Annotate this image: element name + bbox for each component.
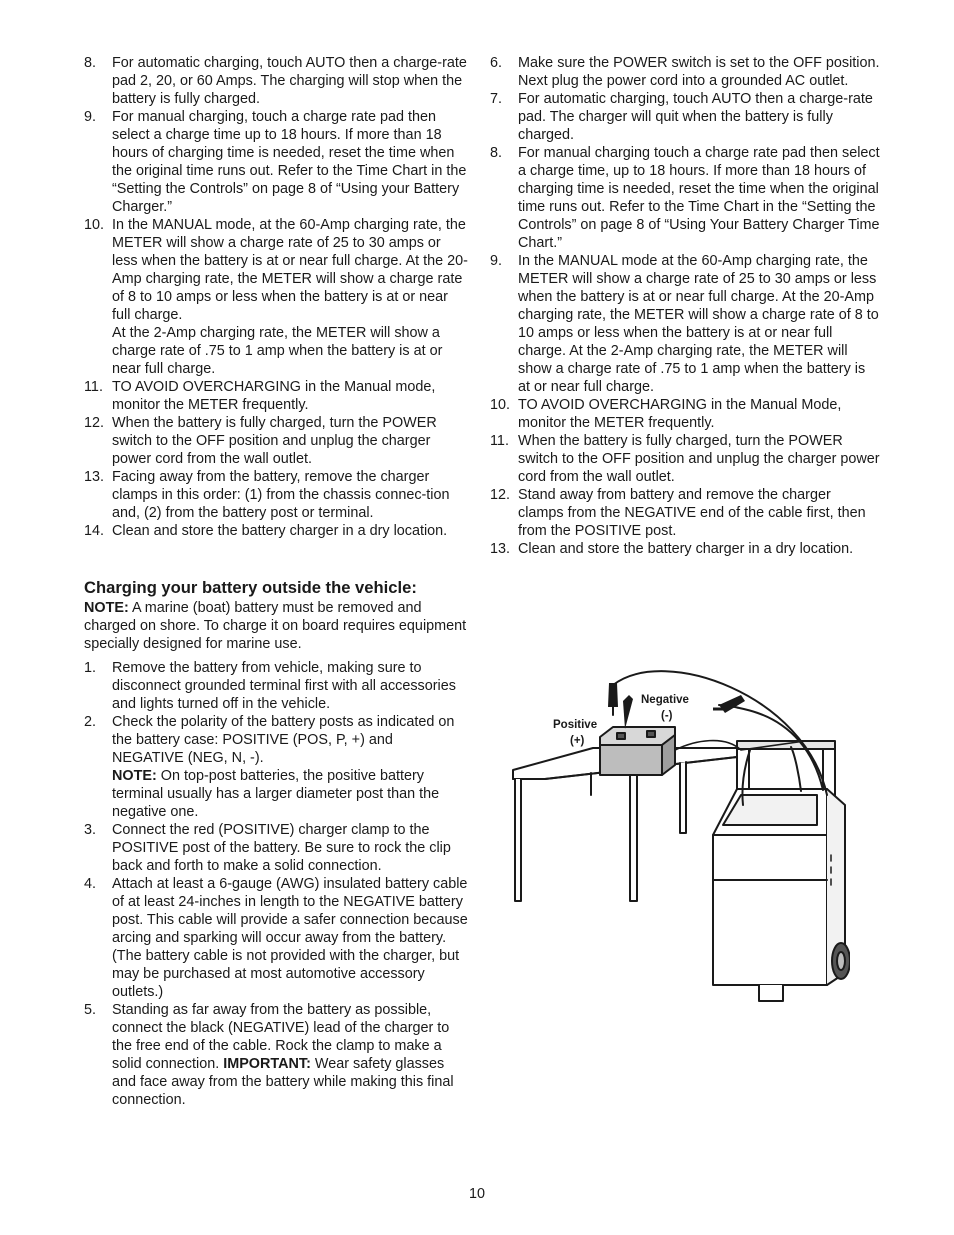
positive-clamp-icon xyxy=(608,683,618,707)
list-item xyxy=(490,144,880,252)
list-item xyxy=(490,54,880,90)
note-label: NOTE: xyxy=(112,768,157,784)
step-text: Clean and store the battery charger in a dry location. xyxy=(112,523,448,539)
positive-sign: (+) xyxy=(570,735,585,747)
left-column xyxy=(84,54,468,1109)
step-text: For automatic charging, touch AUTO then a charge-rate pad. The charger will quit when the battery is fully charged. xyxy=(518,91,873,143)
list-item xyxy=(490,90,880,144)
step-text-after: Wear safety glasses and face away from the battery while making this final connection. xyxy=(112,1056,454,1108)
step-number: 12. xyxy=(84,415,105,431)
list-item xyxy=(84,414,468,468)
step-number: 3. xyxy=(84,822,97,838)
step-text: When the battery is fully charged, turn the POWER switch to the OFF position and unplug the charger power cord from the wall outlet. xyxy=(112,415,437,467)
step-number: 14. xyxy=(84,523,105,539)
step-text: Make sure the POWER switch is set to the OFF position. Next plug the power cord into a grounded AC outlet. xyxy=(518,55,880,89)
step-text: Connect the red (POSITIVE) charger clamp to the POSITIVE post of the battery. Be sure to rock the clip back and forth to make a solid connection. xyxy=(112,822,451,874)
step-number: 1. xyxy=(84,660,97,676)
step-number: 13. xyxy=(84,469,105,485)
step-text: For automatic charging, touch AUTO then a charge-rate pad 2, 20, or 60 Amps. The charging will stop when the battery is fully charged. xyxy=(112,55,467,107)
positive-clamp-jaw xyxy=(623,695,633,729)
step-number: 8. xyxy=(84,55,97,71)
step-text: Remove the battery from vehicle, making sure to disconnect grounded terminal first with all accessories and lights turned off in the vehicle. xyxy=(112,660,456,712)
step-note xyxy=(112,767,468,821)
battery-top xyxy=(600,727,675,745)
step-text: Stand away from battery and remove the charger clamps from the NEGATIVE end of the cable first, then from the POSITIVE post. xyxy=(518,487,866,539)
note-text: On top-post batteries, the positive battery terminal usually has a larger diameter post than the negative one. xyxy=(112,768,440,820)
step-text: Clean and store the battery charger in a dry location. xyxy=(518,541,854,557)
list-item xyxy=(84,659,468,713)
step-text: Attach at least a 6-gauge (AWG) insulated battery cable of at least 24-inches in length to the NEGATIVE battery post. This cable will provide a safer connection because arcing and sparking will occur away from the battery. (The battery cable is not provided with the charger, but may be purchased at most automotive accessory outlets.) xyxy=(112,876,468,1000)
step-text: In the MANUAL mode, at the 60-Amp charging rate, the METER will show a charge rate of 25 to 30 amps or less when the battery is at or near full charge. At the 20-Amp charging rate, the METER will show a charge rate of 8 to 10 amps or less when the battery is at or near full charge. xyxy=(112,217,468,323)
battery xyxy=(600,745,662,775)
list-item xyxy=(84,875,468,1001)
list-item xyxy=(84,54,468,108)
right-column xyxy=(490,54,880,558)
step-number: 11. xyxy=(490,433,509,449)
table-leg xyxy=(515,779,521,901)
step-number: 9. xyxy=(490,253,503,269)
step-text: TO AVOID OVERCHARGING in the Manual mode, monitor the METER frequently. xyxy=(112,379,436,413)
step-number: 13. xyxy=(490,541,511,557)
list-item xyxy=(490,252,880,396)
charger-body xyxy=(713,835,827,985)
step-number: 7. xyxy=(490,91,503,107)
step-text: Standing as far away from the battery as possible, connect the black (NEGATIVE) lead of the charger to the free end of the cable. Rock the clamp to make a solid connection. xyxy=(112,1002,450,1072)
step-text: When the battery is fully charged, turn the POWER switch to the OFF position and unplug the charger power cord from the wall outlet. xyxy=(518,433,880,485)
step-subtext: At the 2-Amp charging rate, the METER will show a charge rate of .75 to 1 amp when the battery is at or near full charge. xyxy=(112,325,443,377)
battery-charging-illustration xyxy=(505,655,850,1010)
positive-label: Positive xyxy=(553,719,598,731)
marine-note xyxy=(84,599,468,653)
steps-list-outside-vehicle-continued xyxy=(490,54,880,558)
step-text: Check the polarity of the battery posts as indicated on the battery case: POSITIVE (POS, P, +) and NEGATIVE (NEG, N, -). xyxy=(112,714,455,766)
list-item xyxy=(490,396,880,432)
list-item xyxy=(84,713,468,821)
step-number: 5. xyxy=(84,1002,97,1018)
step-text: Facing away from the battery, remove the charger clamps in this order: (1) from the chassis connec-tion and, (2) from the battery post or terminal. xyxy=(112,469,450,521)
steps-list-in-vehicle xyxy=(84,54,468,540)
page-number: 10 xyxy=(468,1186,485,1202)
steps-list-outside-vehicle xyxy=(84,659,468,1109)
section-heading: Charging your battery outside the vehicle: xyxy=(84,578,417,597)
list-item xyxy=(84,821,468,875)
cable xyxy=(791,747,801,791)
step-number: 8. xyxy=(490,145,503,161)
negative-label: Negative xyxy=(641,694,689,706)
list-item xyxy=(490,486,880,540)
step-text: For manual charging, touch a charge rate pad then select a charge time up to 18 hours. If more than 18 hours of charging time is needed, reset the time when the original time runs out. Refer to the Time Chart in the “Setting the Controls” on page 8 of “Using your Battery Charger.” xyxy=(112,109,467,215)
list-item xyxy=(84,108,468,216)
important-label: IMPORTANT: xyxy=(223,1056,311,1072)
negative-sign: (-) xyxy=(661,710,673,722)
table-leg xyxy=(680,762,686,833)
table-leg xyxy=(630,768,637,901)
step-number: 9. xyxy=(84,109,97,125)
step-number: 2. xyxy=(84,714,97,730)
step-number: 10. xyxy=(84,217,105,233)
note-label: NOTE: xyxy=(84,600,129,616)
list-item xyxy=(490,432,880,486)
list-item xyxy=(84,468,468,522)
step-number: 6. xyxy=(490,55,503,71)
step-text: In the MANUAL mode at the 60-Amp charging rate, the METER will show a charge rate of 25 to 30 amps or less when the battery is at or near full charge. At the 20-Amp charging rate, the METER will show a charge rate of 8 to 10 amps or less when the battery is at or near full charge. At the 2-Amp charging rate, the METER will show a charge rate of .75 to 1 amp when the battery is at or near full charge. xyxy=(518,253,879,395)
step-text: TO AVOID OVERCHARGING in the Manual Mode, monitor the METER frequently. xyxy=(518,397,842,431)
list-item xyxy=(84,216,468,378)
list-item xyxy=(84,1001,468,1109)
list-item xyxy=(84,522,468,540)
step-number: 11. xyxy=(84,379,103,395)
step-text: For manual charging touch a charge rate pad then select a charge time, up to 18 hours. If more than 18 hours of charging time is needed, reset the time when the original time runs out. Refer to the Time Chart in the “Setting the Controls” on page 8 of “Using Your Battery Charger Time Chart.” xyxy=(518,145,880,251)
step-number: 4. xyxy=(84,876,97,892)
step-number: 10. xyxy=(490,397,511,413)
step-number: 12. xyxy=(490,487,511,503)
list-item xyxy=(490,540,880,558)
charger-foot xyxy=(759,985,783,1001)
note-text: A marine (boat) battery must be removed and charged on shore. To charge it on board requires equipment specially designed for marine use. xyxy=(84,600,467,652)
list-item xyxy=(84,378,468,414)
